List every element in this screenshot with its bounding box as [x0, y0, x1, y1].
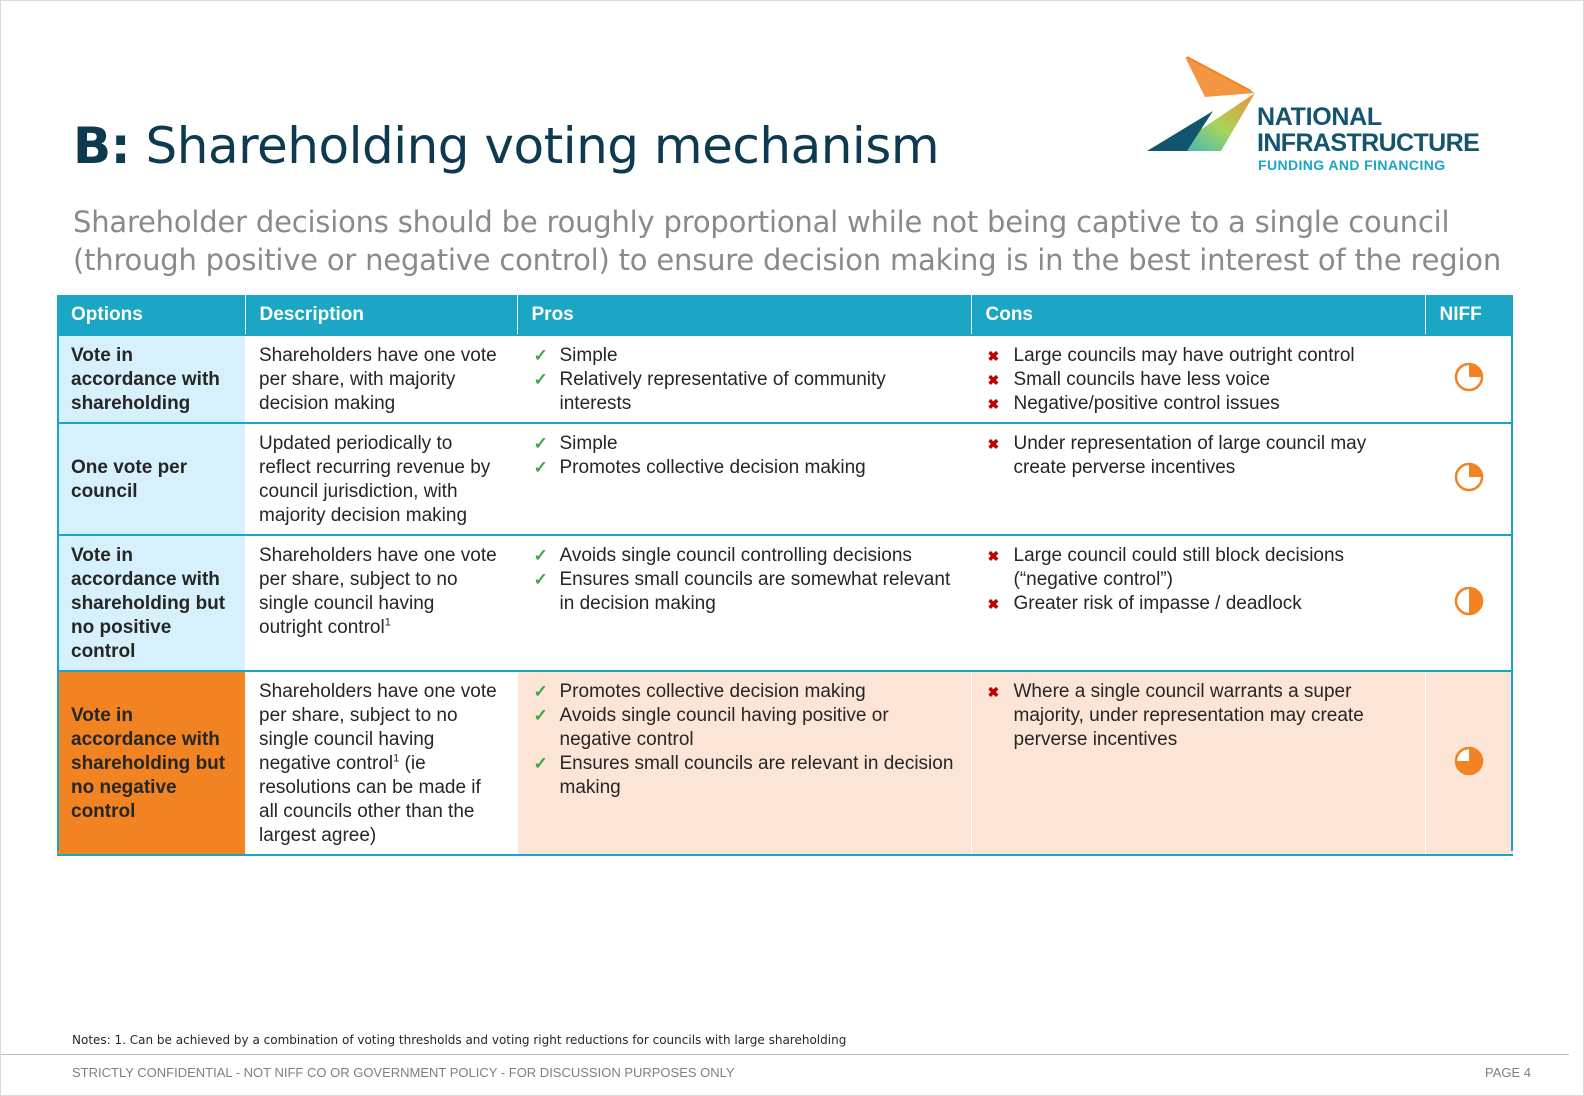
- page-number: PAGE 4: [1484, 1065, 1531, 1080]
- description-cell: Shareholders have one vote per share, subject to no single council having negative control$^1$ (ie resolutions can be made if all councils other than the largest agree): [245, 671, 517, 855]
- header-description: Description: [245, 295, 517, 335]
- cross-icon: ✖: [987, 436, 1000, 452]
- description-cell: Shareholders have one vote per share, with majority decision making: [245, 335, 517, 423]
- cross-icon: ✖: [987, 596, 1000, 612]
- cons-item: ✖ Large council could still block decisions (“negative control”): [987, 545, 1345, 590]
- header-cons: Cons: [971, 295, 1425, 335]
- logo-line-national: NATIONAL: [1257, 103, 1382, 131]
- check-icon: ✓: [533, 370, 548, 389]
- footer-divider: [1, 1054, 1569, 1055]
- cons-cell: [971, 535, 1425, 671]
- pros-item: ✓ Ensures small councils are somewhat relevant in decision making: [533, 569, 951, 614]
- cons-item: ✖ Small councils have less voice: [987, 369, 1271, 390]
- cons-cell: [971, 423, 1425, 535]
- pros-cell: [517, 423, 971, 535]
- pros-item: ✓ Avoids single council having positive or negative control: [533, 705, 889, 750]
- check-icon: ✓: [533, 706, 548, 725]
- table-row: [57, 535, 1513, 671]
- pros-item: ✓ Simple: [533, 345, 618, 366]
- footnote: Notes: 1. Can be achieved by a combination of voting thresholds and voting right reductions for councils with large shareholding: [72, 1033, 847, 1047]
- pros-cell: [517, 535, 971, 671]
- harvey-ball-icon: [1453, 461, 1485, 493]
- option-cell: Vote in accordance with shareholding but no negative control: [57, 671, 245, 855]
- niff-rating-cell: [1425, 335, 1513, 423]
- pros-item: ✓ Promotes collective decision making: [533, 457, 866, 478]
- harvey-ball-icon: [1453, 585, 1485, 617]
- cons-item: ✖ Greater risk of impasse / deadlock: [987, 593, 1302, 614]
- niff-logo: [1147, 53, 1507, 177]
- pros-item: ✓ Promotes collective decision making: [533, 681, 866, 702]
- title-prefix: B:: [73, 117, 131, 175]
- header-niff: NIFF: [1425, 295, 1513, 335]
- harvey-ball-fill: [1469, 588, 1482, 614]
- check-icon: ✓: [533, 754, 548, 773]
- cons-cell: [971, 335, 1425, 423]
- description-cell: Shareholders have one vote per share, subject to no single council having outright control$^1$: [245, 535, 517, 671]
- check-icon: ✓: [533, 346, 548, 365]
- header-options: Options: [57, 295, 245, 335]
- description-cell: Updated periodically to reflect recurring revenue by council jurisdiction, with majority decision making: [245, 423, 517, 535]
- option-cell: Vote in accordance with shareholding: [57, 335, 245, 423]
- logo-mark-icon: [1147, 53, 1257, 163]
- harvey-ball-fill: [1469, 364, 1482, 377]
- cross-icon: ✖: [987, 348, 1000, 364]
- cons-item: ✖ Negative/positive control issues: [987, 393, 1280, 414]
- page-subtitle: Shareholder decisions should be roughly proportional while not being captive to a single council (through positive or negative control) to ensure decision making is in the best interest of the region: [73, 205, 1502, 277]
- cross-icon: ✖: [987, 372, 1000, 388]
- option-cell: One vote per council: [57, 423, 245, 535]
- table-row-selected: [57, 671, 1513, 855]
- check-icon: ✓: [533, 546, 548, 565]
- table-row: [57, 335, 1513, 423]
- page-title: [73, 117, 939, 175]
- pros-cell: [517, 335, 971, 423]
- table-row: [57, 423, 1513, 535]
- pros-item: ✓ Avoids single council controlling decisions: [533, 545, 912, 566]
- niff-rating-cell: [1425, 423, 1513, 535]
- pros-item: ✓ Relatively representative of community interests: [533, 369, 886, 414]
- harvey-ball-icon: [1453, 745, 1485, 777]
- cons-item: ✖ Where a single council warrants a super majority, under representation may create perverse incentives: [987, 681, 1364, 750]
- pros-item: ✓ Simple: [533, 433, 618, 454]
- table-header-row: [57, 295, 1513, 335]
- logo-line-funding: FUNDING AND FINANCING: [1258, 157, 1446, 173]
- harvey-ball-fill: [1469, 464, 1482, 477]
- cross-icon: ✖: [987, 396, 1000, 412]
- harvey-ball-icon: [1453, 361, 1485, 393]
- cross-icon: ✖: [987, 548, 1000, 564]
- options-table: [57, 295, 1513, 856]
- cons-item: ✖ Large councils may have outright control: [987, 345, 1355, 366]
- cons-item: ✖ Under representation of large council may create perverse incentives: [987, 433, 1367, 478]
- niff-rating-cell: [1425, 535, 1513, 671]
- cross-icon: ✖: [987, 684, 1000, 700]
- check-icon: ✓: [533, 458, 548, 477]
- check-icon: ✓: [533, 434, 548, 453]
- check-icon: ✓: [533, 570, 548, 589]
- confidentiality-notice: STRICTLY CONFIDENTIAL - NOT NIFF CO OR GOVERNMENT POLICY - FOR DISCUSSION PURPOSES ONLY: [72, 1065, 735, 1080]
- pros-item: ✓ Ensures small councils are relevant in decision making: [533, 753, 954, 798]
- pros-cell: [517, 671, 971, 855]
- option-cell: Vote in accordance with shareholding but no positive control: [57, 535, 245, 671]
- check-icon: ✓: [533, 682, 548, 701]
- niff-rating-cell: [1425, 671, 1513, 855]
- title-text: Shareholding voting mechanism: [145, 117, 940, 175]
- header-pros: Pros: [517, 295, 971, 335]
- logo-line-infrastructure: INFRASTRUCTURE: [1257, 129, 1480, 157]
- cons-cell: [971, 671, 1425, 855]
